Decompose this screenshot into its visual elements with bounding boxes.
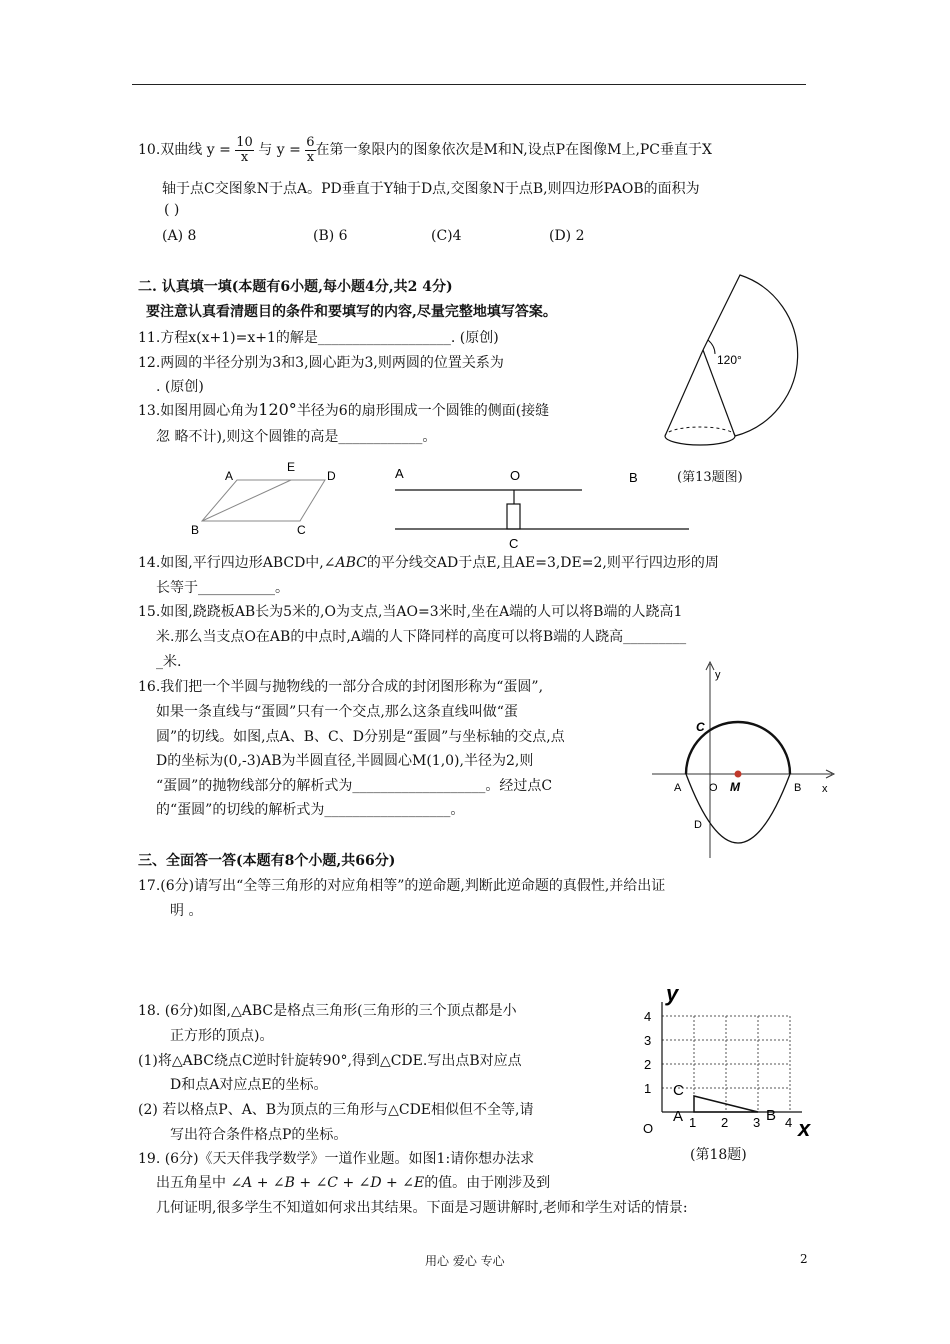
center-point-m: [735, 771, 742, 778]
header-rule: [132, 84, 806, 85]
fig18-xtick-1: 1: [689, 1115, 697, 1130]
angle-mark: [708, 340, 715, 354]
q12-line2: . (原创): [156, 379, 204, 395]
fig18-label-o: O: [643, 1121, 654, 1136]
fig18-label-x: x: [798, 1116, 811, 1137]
q16-line5: “蛋圆”的抛物线部分的解析式为___________________。经过点C: [156, 778, 553, 794]
cone-left-edge: [665, 350, 703, 436]
section-2-note: 要注意认真看清题目的条件和要填写的内容,尽量完整地填写答案。: [146, 304, 557, 320]
q13-line1: 13.如图用圆心角为120°半径为6的扇形围成一个圆锥的侧面(接缝: [138, 400, 550, 419]
fraction-10-over-x: $\frac{10}{x}$: [236, 134, 253, 165]
figure-14-parallelogram: [185, 458, 345, 540]
section-3-title: 三、全面答一答(本题有8个小题,共66分): [138, 853, 396, 869]
q10-option-b: (B) 6: [313, 228, 348, 244]
q10-line2: 轴于点C交图象N于点A。PD垂直于Y轴于D点,交图象N于点B,则四边形PAOB的面积为: [162, 181, 700, 197]
fig15-label-b: B: [629, 470, 638, 485]
fig16-label-m: M: [730, 780, 740, 794]
figure-15-seesaw: [385, 458, 695, 550]
fig16-label-o: O: [709, 782, 718, 794]
q16-line3: 圆”的切线。如图,点A、B、C、D分别是“蛋圆”与坐标轴的交点,点: [156, 729, 565, 745]
q10-paren: ( ): [164, 202, 180, 218]
q14-line1: 14.如图,平行四边形ABCD中,∠ABC的平分线交AD于点E,且AE=3,DE=2,则平行四边形的周: [138, 555, 719, 571]
q18-line3: (1)将△ABC绕点C逆时针旋转90°,得到△CDE.写出点B对应点: [138, 1053, 522, 1069]
q10-option-c: (C)4: [431, 228, 462, 244]
q17-line2: 明 。: [170, 903, 203, 919]
fig18-caption: (第18题): [690, 1147, 747, 1163]
figure-13-cone: [655, 268, 805, 458]
q16-line1: 16.我们把一个半圆与抛物线的一部分合成的封闭图形称为“蛋圆”,: [138, 679, 544, 695]
fig15-label-c: C: [509, 536, 519, 550]
fig18-xtick-2: 2: [721, 1115, 729, 1130]
fig14-label-c: C: [297, 523, 306, 537]
q14-line2: 长等于___________。: [156, 580, 289, 596]
fig18-ytick-4: 4: [644, 1009, 652, 1024]
q10-option-d: (D) 2: [549, 228, 585, 244]
bisector-be: [202, 480, 291, 521]
fig15-label-a: A: [395, 466, 404, 481]
fig16-label-y: y: [715, 669, 721, 681]
cone-base-front: [665, 436, 735, 445]
fig16-label-x: x: [822, 783, 828, 795]
q10-line1: 10.双曲线 y = $\frac{10}{x}$ 与 y = $\frac{6}{x}$ 在第一象限内的图象依次是M和N,设点P在图像M上,PC垂直于X: [138, 134, 712, 165]
fig18-label-c: C: [673, 1082, 684, 1099]
fig16-label-a: A: [674, 782, 682, 794]
fig18-xtick-4: 4: [785, 1115, 793, 1130]
figure-18-grid: [636, 982, 826, 1137]
q19-line3: 几何证明,很多学生不知道如何求出其结果。下面是习题讲解时,老师和学生对话的情景:: [156, 1200, 688, 1216]
q18-line5: (2) 若以格点P、A、B为顶点的三角形与△CDE相似但不全等,请: [138, 1102, 534, 1118]
q19-line2: 出五角星中 ∠A + ∠B + ∠C + ∠D + ∠E的值。由于刚涉及到: [156, 1175, 551, 1191]
figure-16-egg-circle: [648, 660, 838, 862]
q15-line2: 米.那么当支点O在AB的中点时,A端的人下降同样的高度可以将B端的人跷高_________: [156, 629, 687, 645]
fig18-xtick-3: 3: [753, 1115, 761, 1130]
section-2-title: 二. 认真填一填(本题有6小题,每小题4分,共2 4分): [138, 279, 453, 295]
footer-motto: 用心 爱心 专心: [425, 1254, 505, 1268]
q12-line1: 12.两圆的半径分别为3和3,圆心距为3,则两圆的位置关系为: [138, 355, 504, 371]
fig18-ytick-2: 2: [644, 1057, 652, 1072]
fig18-ytick-1: 1: [644, 1081, 652, 1096]
q18-line2: 正方形的顶点)。: [170, 1028, 274, 1044]
fig18-ytick-3: 3: [644, 1033, 652, 1048]
q10-option-a: (A) 8: [162, 228, 197, 244]
q18-line6: 写出符合条件格点P的坐标。: [170, 1127, 348, 1143]
fulcrum-block: [507, 504, 520, 529]
q16-line6: 的“蛋圆”的切线的解析式为__________________。: [156, 802, 465, 818]
q17-line1: 17.(6分)请写出“全等三角形的对应角相等”的逆命题,判断此逆命题的真假性,并给出证: [138, 878, 666, 894]
q19-expression: ∠A + ∠B + ∠C + ∠D + ∠E: [230, 1175, 425, 1191]
fig14-label-a: A: [225, 469, 234, 483]
fig15-label-o: O: [510, 468, 521, 483]
fig14-label-d: D: [327, 469, 336, 483]
q18-line1: 18. (6分)如图,△ABC是格点三角形(三角形的三个顶点都是小: [138, 1003, 517, 1019]
q19-line1: 19. (6分)《天天伴我学数学》一道作业题。如图1:请你想办法求: [138, 1151, 535, 1167]
fig14-label-e: E: [287, 460, 296, 474]
fig13-caption: (第13题图): [677, 470, 743, 485]
q13-angle: 120°: [258, 400, 297, 419]
fig18-label-y: y: [666, 982, 679, 1006]
fig18-label-b: B: [766, 1107, 777, 1124]
q11: 11.方程x(x+1)=x+1的解是___________________. (原创): [138, 330, 499, 346]
fig18-label-a: A: [673, 1108, 684, 1125]
q15-line1: 15.如图,跷跷板AB长为5米的,O为支点,当AO=3米时,坐在A端的人可以将B端的人跷高1: [138, 604, 683, 620]
q18-line4: D和点A对应点E的坐标。: [170, 1077, 328, 1093]
fig16-label-c: C: [696, 720, 705, 734]
q16-line2: 如果一条直线与“蛋圆”只有一个交点,那么这条直线叫做“蛋: [156, 704, 518, 720]
q13-line2: 忽 略不计),则这个圆锥的高是____________。: [156, 429, 437, 445]
page-number: 2: [800, 1252, 808, 1266]
parallelogram-abcd: [202, 480, 325, 521]
fig16-label-d: D: [694, 819, 702, 831]
fig13-angle-label: 120°: [717, 353, 742, 367]
q15-line3: _米.: [156, 654, 182, 670]
q14-angle: ∠ABC: [323, 555, 367, 571]
fraction-6-over-x: $\frac{6}{x}$: [306, 134, 315, 165]
q16-line4: D的坐标为(0,-3)AB为半圆直径,半圆圆心M(1,0),半径为2,则: [156, 753, 534, 769]
fig14-label-b: B: [191, 523, 200, 537]
fig16-label-b: B: [794, 782, 802, 794]
cone-base-back: [665, 427, 735, 436]
